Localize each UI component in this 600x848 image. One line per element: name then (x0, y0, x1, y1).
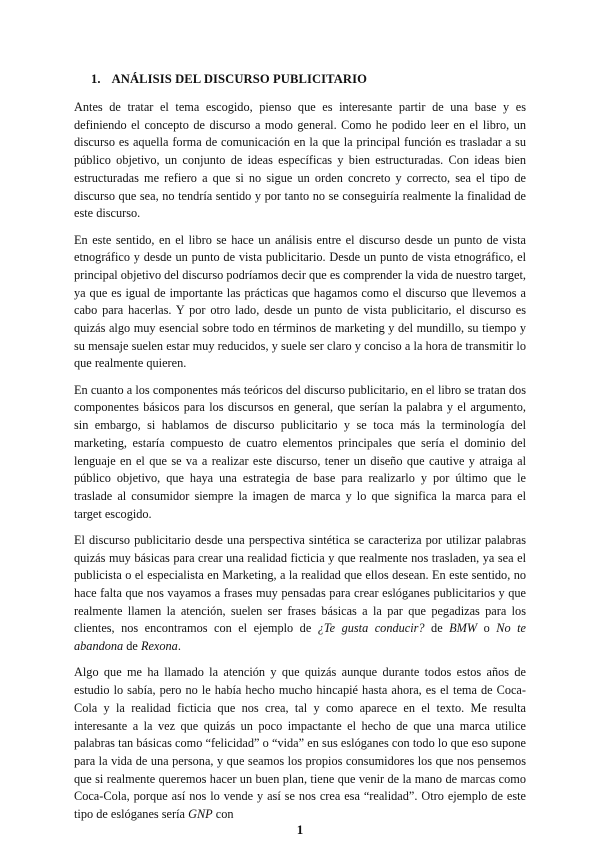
section-number: 1. (91, 72, 101, 86)
connector-text: de (424, 621, 450, 636)
brand-rexona: Rexona (140, 639, 178, 654)
connector-text: . (177, 639, 181, 654)
paragraph-5 (74, 664, 526, 823)
page-number: 1 (296, 822, 304, 837)
paragraph-5-text: Algo que me ha llamado la atención y que quizás aunque durante todos estos años de estudio lo sabía, pero no le había hecho mucho hincapié hasta ahora, es el tema de Coca-Cola y la realidad ficticia que nos crea, tal y como aparece en el texto. Me resulta interesante a la vez que quizás un poco impactante el hecho de que una marca utilice palabras tan básicas como “felicidad” o “vida” en sus eslóganes con todo lo que eso supone para la vida de una persona, y que seamos los propios consumidores los que nos pensemos que si realmente queremos hacer un buen plan, tiene que venir de la mano de marcas como Coca-Cola, porque así nos lo vende y así se nos crea esa “realidad”. Otro ejemplo de este tipo de eslóganes sería (74, 665, 526, 822)
paragraph-1: Antes de tratar el tema escogido, pienso que es interesante partir de una base y es definiendo el concepto de discurso a modo general. Como he podido leer en el libro, un discurso es aquella forma de comunicación en la que la principal función es trasladar a su público objetivo, un conjunto de ideas específicas y bien estructuradas. Con ideas bien estructuradas me refiero a que si no sigue un orden concreto y correcto, sea el tipo de discurso que sea, no tendría sentido y por tanto no se conseguiría realmente la finalidad de este discurso. (74, 100, 526, 221)
slogan-no-te-abandona: No te abandona (74, 621, 526, 654)
brand-gnp: GNP (188, 807, 213, 822)
paragraph-4-text: El discurso publicitario desde una perspectiva sintética se caracteriza por utilizar palabras quizás muy básicas para crear una realidad ficticia y que realmente nos trasladen, ya sea el publicista o el especialista en Marketing, a la realidad que ellos desean. En este sentido, no hace falta que nos vayamos a frases muy pensadas para crear eslóganes publicitarios y que realmente llamen la atención, suelen ser frases básicas a la par que pegadizas para los clientes, nos encontramos con el ejemplo de (74, 532, 526, 636)
slogan-te-gusta-conducir: ¿Te gusta conducir? (317, 621, 425, 636)
section-title: ANÁLISIS DEL DISCURSO PUBLICITARIO (111, 72, 368, 86)
connector-text: o (477, 621, 497, 636)
paragraph-2: En este sentido, en el libro se hace un análisis entre el discurso desde un punto de vista etnográfico y desde un punto de vista publicitario. Desde un punto de vista etnográfico, el principal objetivo del discurso podríamos decir que es comprender la vida de nuestro target, ya que es igual de importante las prácticas que hagamos como el discurso que llevemos a cabo para hacerlas. Y por otro lado, desde un punto de vista publicitario, el discurso es quizás algo muy esencial sobre todo en términos de marketing y del mundillo, su tiempo y su mensaje suelen estar muy reducidos, y suele ser claro y conciso a la hora de transmitir lo que realmente quieren. (74, 232, 526, 371)
paragraph-4 (74, 532, 526, 656)
paragraph-3: En cuanto a los componentes más teóricos del discurso publicitario, en el libro se tratan dos componentes básicos para los discursos en general, que serían la palabra y el argumento, sin embargo, si hablamos de discurso publicitario y se toca más la terminología del marketing, estaría compuesto de cuatro elementos principales que sería el dominio del lenguaje en el que se va a realizar este discurso, tener un diseño que cautive y atraiga al público objetivo, que haya una estrategia de base para realizarlo y por último que le traslade al consumidor siempre la imagen de marca y lo que significa la marca para el target escogido. (74, 382, 526, 521)
brand-bmw: BMW (449, 621, 478, 636)
section-heading (91, 70, 531, 88)
document-body (74, 99, 526, 832)
connector-text: de (123, 639, 141, 654)
connector-text: con (212, 807, 234, 822)
